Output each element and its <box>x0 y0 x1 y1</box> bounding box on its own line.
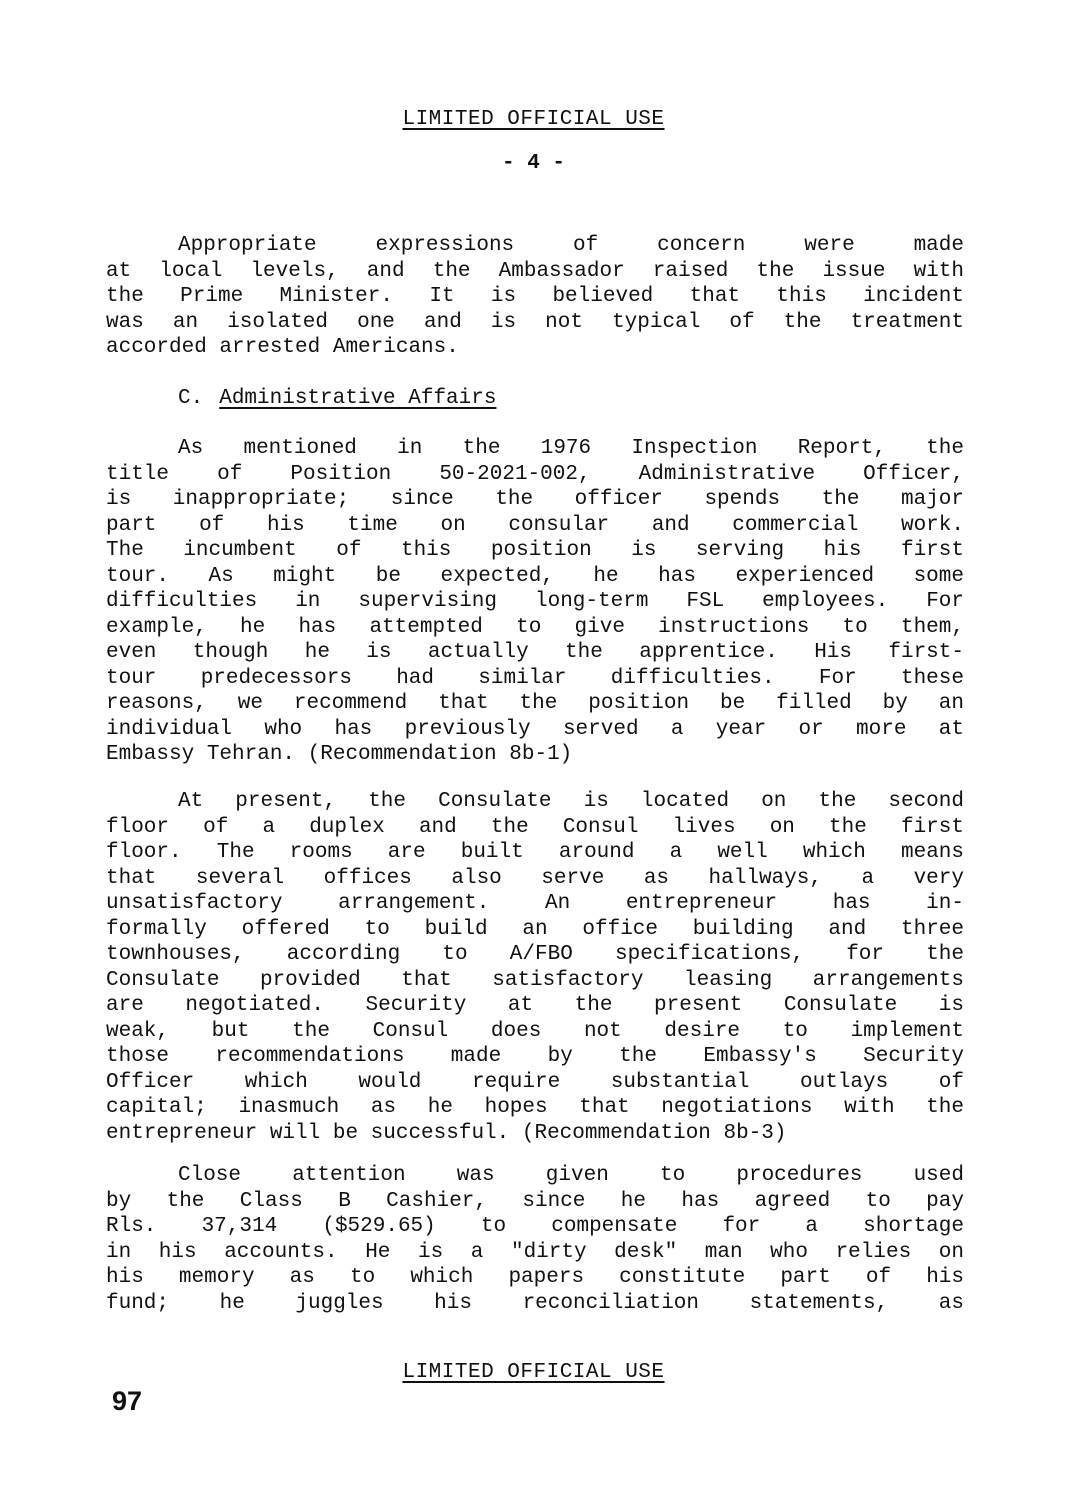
section-title: Administrative Affairs <box>219 387 497 410</box>
section-label: C. <box>178 387 204 410</box>
paragraph-line: is inappropriate; since the officer spends the major <box>106 488 964 511</box>
paragraph-line: Appropriate expressions of concern were made <box>178 234 964 257</box>
paragraph-line: weak, but the Consul does not desire to implement <box>106 1019 964 1043</box>
folio-number: 97 <box>112 1386 143 1416</box>
paragraph-line: townhouses, according to A/FBO specifications, for the <box>106 943 964 966</box>
paragraph-line: fund; he juggles his reconciliation statements, as <box>106 1291 964 1315</box>
paragraph-line: are negotiated. Security at the present Consulate is <box>106 994 964 1017</box>
paragraph-line: Close attention was given to procedures used <box>178 1164 964 1187</box>
paragraph-4 <box>106 1163 964 1316</box>
classification-header <box>0 108 1067 131</box>
classification-footer-text: LIMITED OFFICIAL USE <box>402 1361 665 1384</box>
paragraph-1 <box>106 233 964 361</box>
paragraph-2 <box>106 436 964 768</box>
paragraph-line: at local levels, and the Ambassador raised the issue with <box>106 259 964 283</box>
section-heading <box>178 387 496 410</box>
paragraph-line: At present, the Consulate is located on the second <box>178 790 964 813</box>
paragraph-line: As mentioned in the 1976 Inspection Report, the <box>178 437 964 460</box>
paragraph-line: tour predecessors had similar difficulties. For these <box>106 666 964 690</box>
paragraph-line: even though he is actually the apprentice. His first- <box>106 641 964 664</box>
classification-footer <box>0 1361 1067 1384</box>
paragraph-line: individual who has previously served a year or more at <box>106 717 964 741</box>
paragraph-line: those recommendations made by the Embassy's Security <box>106 1045 964 1068</box>
paragraph-line: floor. The rooms are built around a well which means <box>106 841 964 864</box>
paragraph-line: part of his time on consular and commercial work. <box>106 513 964 537</box>
paragraph-line: formally offered to build an office building and three <box>106 917 964 941</box>
page-number: - 4 - <box>501 152 565 175</box>
paragraph-line: Rls. 37,314 ($529.65) to compensate for a shortage <box>106 1215 964 1238</box>
paragraph-line: his memory as to which papers constitute part of his <box>106 1266 964 1289</box>
paragraph-line: by the Class B Cashier, since he has agreed to pay <box>106 1189 964 1213</box>
paragraph-line: example, he has attempted to give instructions to them, <box>106 615 964 639</box>
paragraph-line: floor of a duplex and the Consul lives on the first <box>106 815 964 839</box>
paragraph-line: unsatisfactory arrangement. An entrepreneur has in- <box>106 892 964 915</box>
paragraph-line: in his accounts. He is a "dirty desk" man who relies on <box>106 1240 964 1264</box>
paragraph-line: was an isolated one and is not typical of the treatment <box>106 310 964 334</box>
paragraph-line: Embassy Tehran. (Recommendation 8b-1) <box>106 743 573 766</box>
paragraph-line: Consulate provided that satisfactory leasing arrangements <box>106 968 964 992</box>
paragraph-line: reasons, we recommend that the position be filled by an <box>106 692 964 715</box>
paragraph-line: entrepreneur will be successful. (Recommendation 8b-3) <box>106 1121 787 1145</box>
paragraph-line: that several offices also serve as hallways, a very <box>106 866 964 890</box>
paragraph-line: accorded arrested Americans. <box>106 336 459 359</box>
paragraph-line: the Prime Minister. It is believed that this incident <box>106 285 964 308</box>
paragraph-line: capital; inasmuch as he hopes that negotiations with the <box>106 1096 964 1119</box>
paragraph-line: title of Position 50-2021-002, Administrative Officer, <box>106 462 964 486</box>
classification-header-text: LIMITED OFFICIAL USE <box>402 108 665 131</box>
paragraph-3 <box>106 789 964 1146</box>
paragraph-line: difficulties in supervising long-term FSL employees. For <box>106 590 964 613</box>
paragraph-line: tour. As might be expected, he has experienced some <box>106 564 964 588</box>
paragraph-line: Officer which would require substantial outlays of <box>106 1070 964 1094</box>
paragraph-line: The incumbent of this position is serving his first <box>106 539 964 562</box>
